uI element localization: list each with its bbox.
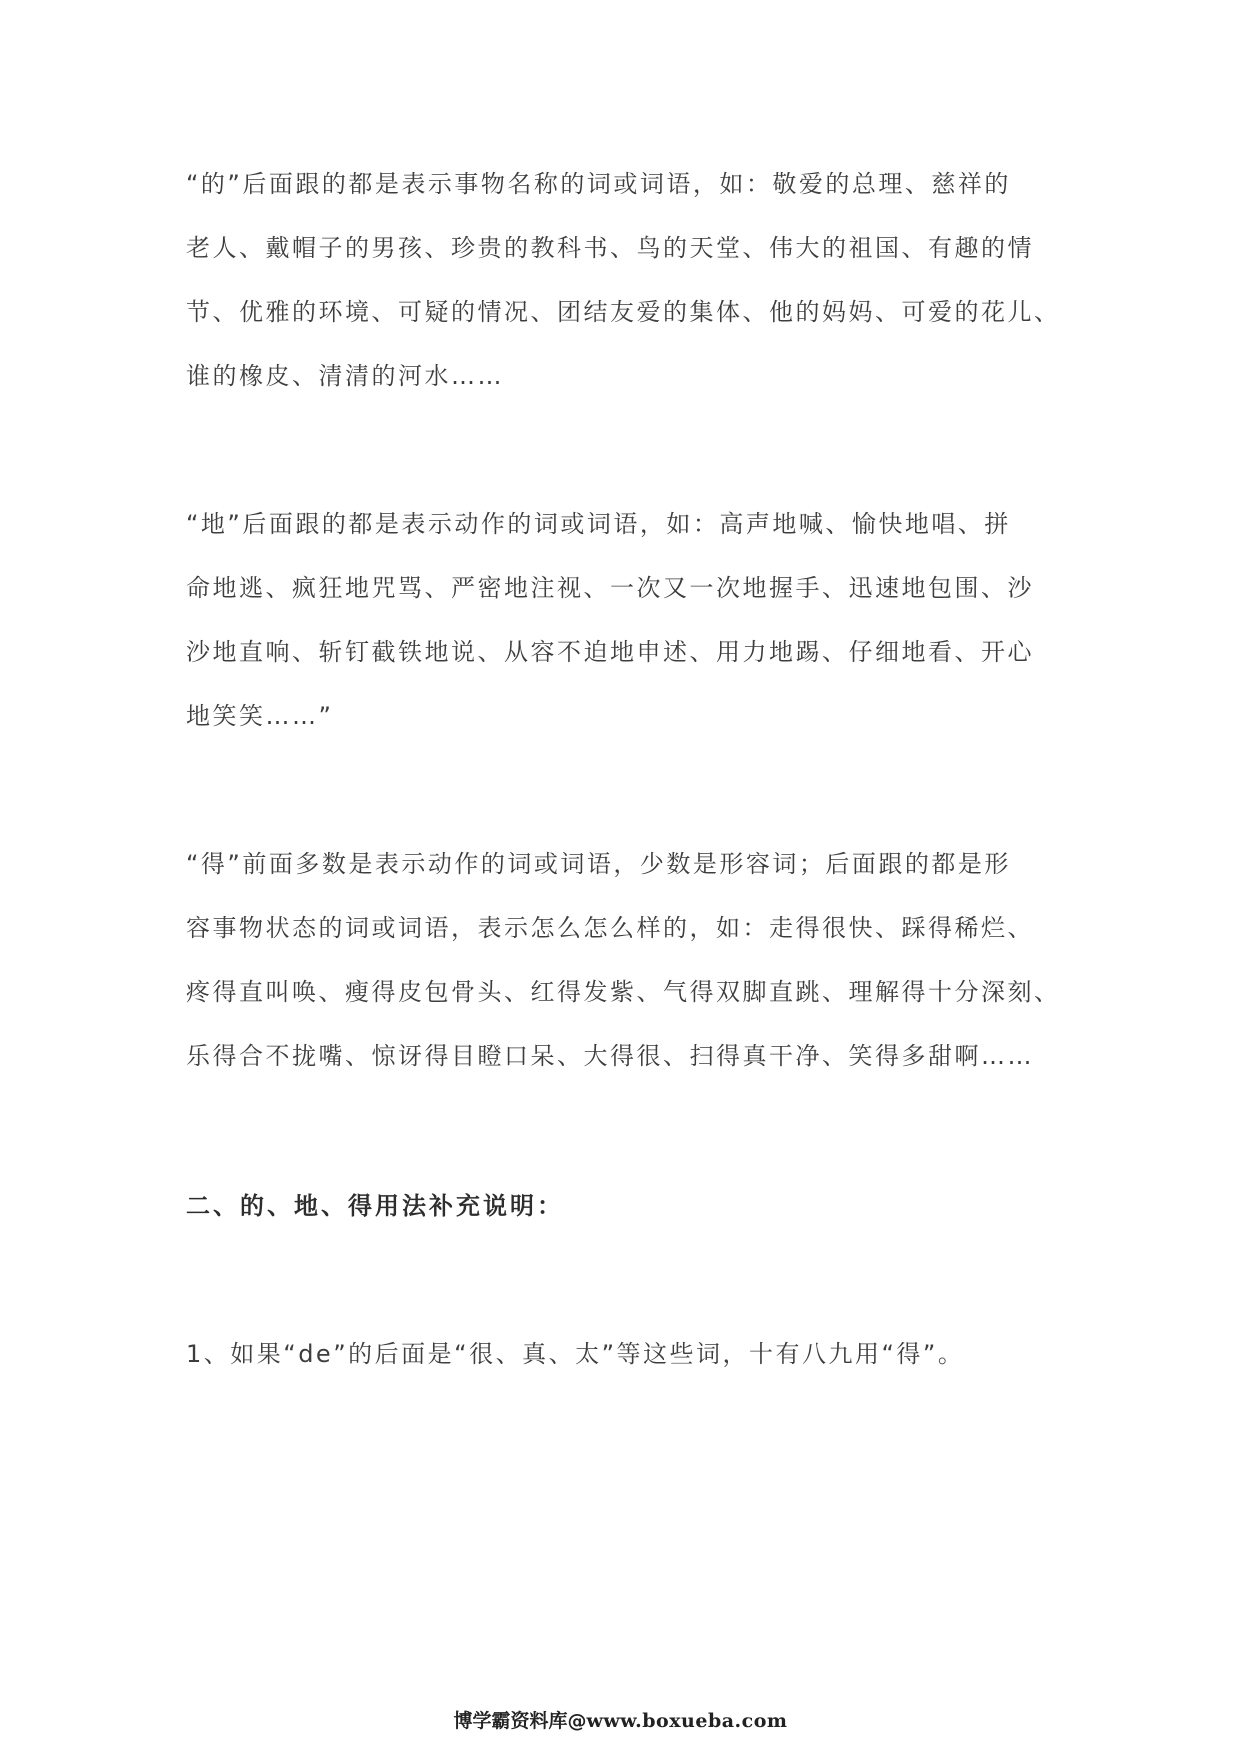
paragraph-line: 地笑笑……” — [186, 702, 334, 730]
paragraph-line: “得”前面多数是表示动作的词或词语，少数是形容词；后面跟的都是形 — [186, 850, 1011, 878]
page-footer — [0, 1706, 1241, 1736]
supplement-note: 1、如果“de”的后面是“很、真、太”等这些词，十有八九用“得”。 — [186, 1340, 965, 1368]
paragraph-line: 容事物状态的词或词语，表示怎么怎么样的，如：走得很快、踩得稀烂、 — [186, 914, 1034, 942]
paragraph-line: 老人、戴帽子的男孩、珍贵的教科书、鸟的天堂、伟大的祖国、有趣的情 — [186, 234, 1034, 262]
paragraph-dei-usage — [186, 832, 1066, 1088]
paragraph-line: 乐得合不拢嘴、惊讶得目瞪口呆、大得很、扫得真干净、笑得多甜啊…… — [186, 1042, 1034, 1070]
paragraph-di-usage — [186, 492, 1066, 748]
paragraph-line: 沙地直响、斩钉截铁地说、从容不迫地申述、用力地踢、仔细地看、开心 — [186, 638, 1034, 666]
paragraph-line: “的”后面跟的都是表示事物名称的词或词语，如：敬爱的总理、慈祥的 — [186, 170, 1011, 198]
paragraph-line: 命地逃、疯狂地咒骂、严密地注视、一次又一次地握手、迅速地包围、沙 — [186, 574, 1034, 602]
paragraph-line: “地”后面跟的都是表示动作的词或词语，如：高声地喊、愉快地唱、拼 — [186, 510, 1011, 538]
paragraph-line: 谁的橡皮、清清的河水…… — [186, 362, 504, 390]
section-heading: 二、的、地、得用法补充说明： — [186, 1192, 564, 1220]
paragraph-de-usage — [186, 152, 1066, 408]
footer-site-name: 博学霸资料库@ — [453, 1710, 587, 1732]
paragraph-line: 节、优雅的环境、可疑的情况、团结友爱的集体、他的妈妈、可爱的花儿、 — [186, 298, 1061, 326]
footer-url[interactable]: www.boxueba.com — [586, 1710, 788, 1732]
paragraph-line: 疼得直叫唤、瘦得皮包骨头、红得发紫、气得双脚直跳、理解得十分深刻、 — [186, 978, 1061, 1006]
